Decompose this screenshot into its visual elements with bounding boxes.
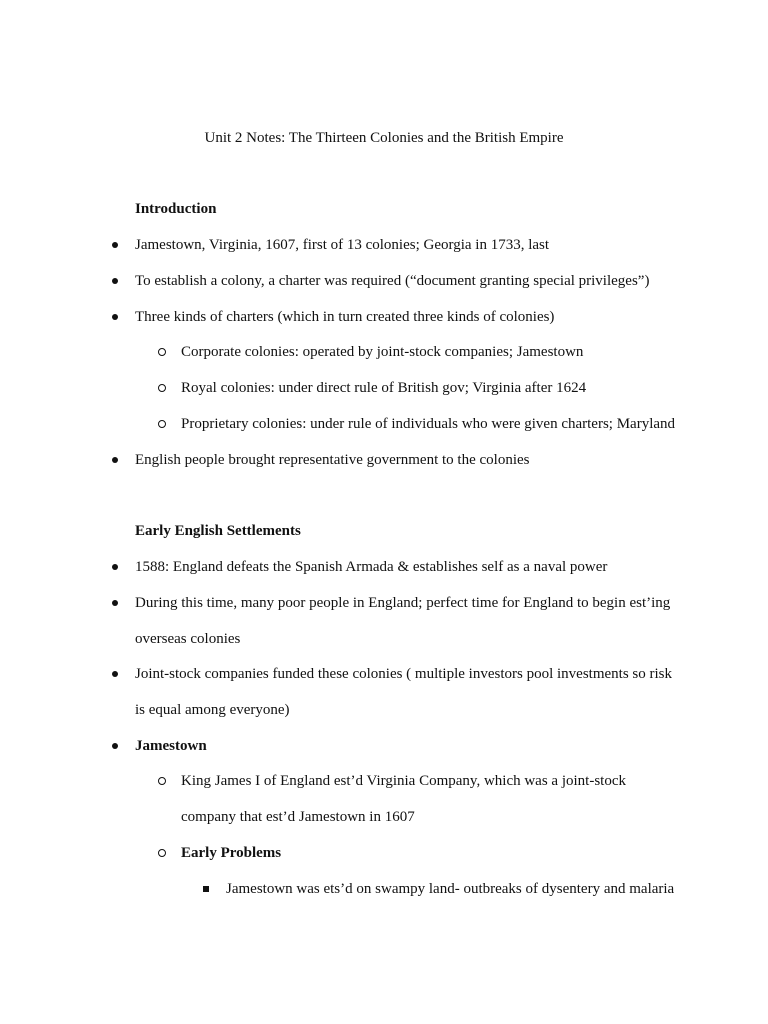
section-heading-early-english-settlements: Early English Settlements [135,523,301,539]
section-heading-introduction: Introduction [135,201,217,217]
document-page: Unit 2 Notes: The Thirteen Colonies and the British Empire Introduction Jamestown, Virginia, 1607, first of 13 colonies; Georgia in 1733, last To establish a colony, a charter was required (“document granting special privileges”) Three kinds of charters (which in turn created three kinds of colonies) Corporate colonies: operated by joint-stock companies; Jamestown Royal colonies: under direct rule of British gov; Virginia after 1624 Proprietary colonies: under rule of individuals who were given charters; Maryland English people brought representative government to the colonies Early English Settlements 1588: England defeats the Spanish Armada & establishes self as a naval power During this time, many poor people in England; perfect time for England to begin est’ing overseas colonies Joint-stock companies funded these colonies ( multiple investors pool investments so risk is equal among everyone) Jamestown King James I of England est’d Virginia Company, which was a joint-stock company that est’d Jamestown in 1607 Early Problems Jamestown was ets’d on swampy land- outbreaks of dysentery and malaria [0,0,768,1024]
page-title: Unit 2 Notes: The Thirteen Colonies and the British Empire [204,130,564,146]
